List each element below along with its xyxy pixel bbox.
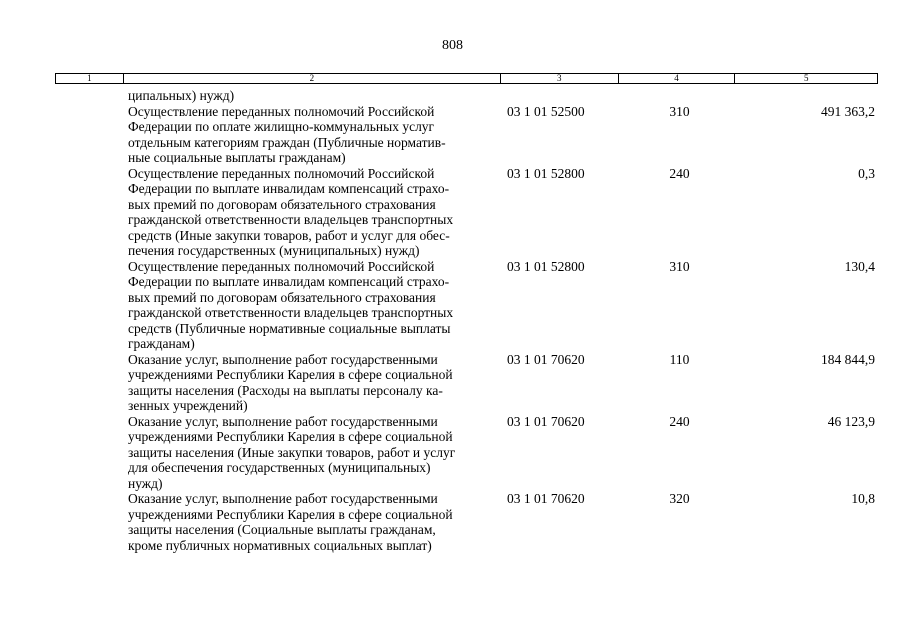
row-kind: 320	[669, 491, 690, 506]
table-row	[0, 88, 905, 104]
row-code: 03 1 01 52800	[507, 165, 585, 181]
row-description: Осуществление переданных полномочий Российской Федерации по выплате инвалидам компенсаций страхо- вых премий по договорам обязательного страхования гражданской ответственности владельцев транспортных средств (Публичные нормативные социальные выплаты гражданам)	[128, 258, 454, 351]
table-row	[0, 352, 905, 414]
page-number: 808	[442, 38, 463, 53]
row-description: Осуществление переданных полномочий Российской Федерации по оплате жилищно-коммунальных услуг отдельным категориям граждан (Публичные норматив- ные социальные выплаты гражданам)	[128, 103, 446, 165]
row-description: Оказание услуг, выполнение работ государственными учреждениями Республики Карелия в сфере социальной защиты населения (Иные закупки товаров, работ и услуг для обеспечения государственных (муниципальных) нужд)	[128, 413, 456, 491]
row-description: ципальных) нужд)	[128, 88, 235, 103]
table-row	[0, 414, 905, 492]
table-row	[0, 259, 905, 352]
header-col-5: 5	[803, 73, 809, 83]
row-amount: 491 363,2	[821, 103, 875, 119]
header-col-4: 4	[619, 74, 736, 83]
row-kind: 110	[669, 351, 690, 367]
row-code: 03 1 01 52800	[507, 258, 585, 274]
row-kind: 240	[669, 413, 690, 429]
row-code: 03 1 01 70620	[507, 491, 585, 506]
row-code: 03 1 01 52500	[507, 103, 585, 119]
table-row	[0, 166, 905, 259]
header-col-3: 3	[501, 74, 619, 83]
table-body	[0, 88, 905, 553]
row-description: Осуществление переданных полномочий Российской Федерации по выплате инвалидам компенсаций страхо- вых премий по договорам обязательного страхования гражданской ответственности владельцев транспортных средств (Иные закупки товаров, работ и услуг для обес- печения государственных (муниципальных) нужд)	[128, 165, 454, 258]
row-kind: 310	[669, 103, 690, 119]
row-description: Оказание услуг, выполнение работ государственными учреждениями Республики Карелия в сфере социальной защиты населения (Расходы на выплаты персоналу ка- зенных учреждений)	[128, 351, 453, 413]
row-kind: 240	[669, 165, 690, 181]
row-amount: 130,4	[844, 258, 875, 274]
header-col-1: 1	[56, 74, 124, 83]
header-col-2: 2	[124, 74, 501, 83]
row-amount: 184 844,9	[821, 351, 875, 367]
row-kind: 310	[669, 258, 690, 274]
row-amount: 0,3	[858, 165, 875, 181]
row-code: 03 1 01 70620	[507, 351, 585, 367]
row-code: 03 1 01 70620	[507, 413, 585, 429]
row-description: Оказание услуг, выполнение работ государственными учреждениями Республики Карелия в сфере социальной защиты населения (Социальные выплаты гражданам, кроме публичных нормативных социальных выплат)	[128, 491, 453, 553]
table-row	[0, 491, 905, 553]
table-header	[55, 73, 878, 84]
row-amount: 46 123,9	[827, 413, 875, 429]
table-row	[0, 104, 905, 166]
row-amount: 10,8	[851, 491, 875, 506]
